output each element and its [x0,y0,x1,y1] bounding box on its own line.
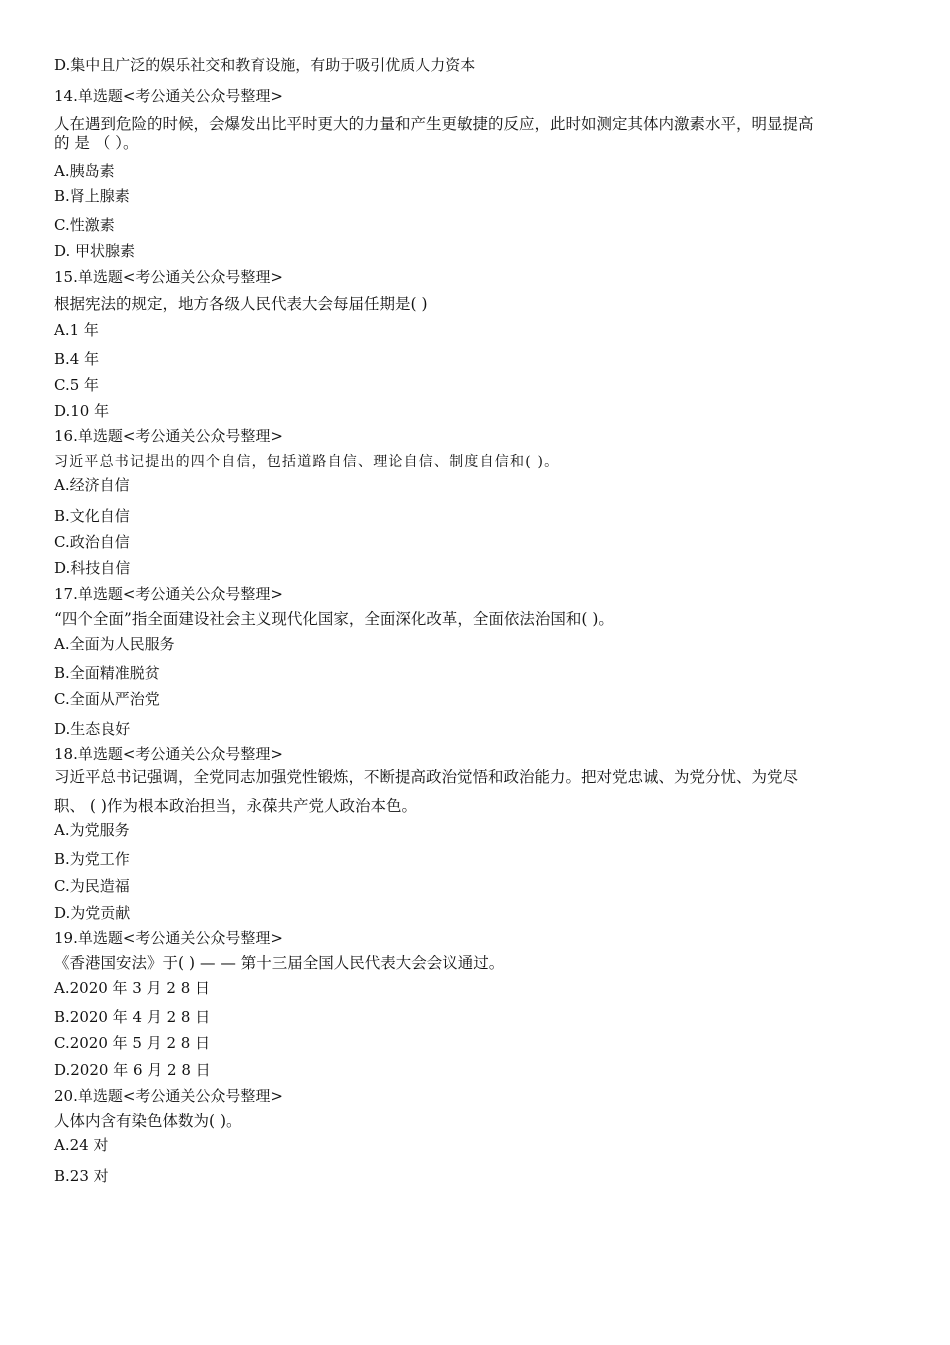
q19-option-d: D.2020 年 6 月 2 8 日 [54,1061,211,1079]
q15-option-a: A.1 年 [54,321,99,339]
q19-option-b: B.2020 年 4 月 2 8 日 [54,1008,211,1026]
q15-stem: 根据宪法的规定，地方各级人民代表大会每届任期是( ) [54,295,428,313]
q19-option-c: C.2020 年 5 月 2 8 日 [54,1034,211,1052]
q16-header: 16.单选题<考公通关公众号整理> [54,427,283,445]
q16-option-a: A.经济自信 [54,476,130,494]
q17-header: 17.单选题<考公通关公众号整理> [54,585,283,603]
q17-option-b: B.全面精准脱贫 [54,664,160,682]
q18-option-d: D.为党贡献 [54,904,131,922]
q18-stem-line1: 习近平总书记强调，全党同志加强党性锻炼，不断提高政治觉悟和政治能力。把对党忠诚、为党分忧、为党尽 [54,768,799,786]
q15-option-c: C.5 年 [54,376,100,394]
q20-option-b: B.23 对 [54,1167,109,1185]
q20-header: 20.单选题<考公通关公众号整理> [54,1087,283,1105]
q18-option-c: C.为民造福 [54,877,130,895]
q17-option-c: C.全面从严治党 [54,690,160,708]
q18-option-b: B.为党工作 [54,850,130,868]
q16-stem: 习近平总书记提出的四个自信，包括道路自信、理论自信、制度自信和( )。 [54,454,560,470]
q13-option-d: D.集中且广泛的娱乐社交和教育设施，有助于吸引优质人力资本 [54,56,476,74]
q19-option-a: A.2020 年 3 月 2 8 日 [54,979,211,997]
q16-option-c: C.政治自信 [54,533,130,551]
q20-stem: 人体内含有染色体数为( )。 [54,1112,242,1130]
q15-option-b: B.4 年 [54,350,100,368]
q16-option-d: D.科技自信 [54,559,131,577]
q17-option-d: D.生态良好 [54,720,131,738]
q17-option-a: A.全面为人民服务 [54,635,175,653]
q14-option-b: B.肾上腺素 [54,187,130,205]
q19-stem: 《香港国安法》于( ) — — 第十三届全国人民代表大会会议通过。 [54,954,505,972]
q15-header: 15.单选题<考公通关公众号整理> [54,268,283,286]
q14-header: 14.单选题<考公通关公众号整理> [54,87,283,105]
q14-option-a: A.胰岛素 [54,162,115,180]
q18-option-a: A.为党服务 [54,821,130,839]
q16-option-b: B.文化自信 [54,507,130,525]
q20-option-a: A.24 对 [54,1136,109,1154]
q19-header: 19.单选题<考公通关公众号整理> [54,929,283,947]
q14-stem-line1: 人在遇到危险的时候，会爆发出比平时更大的力量和产生更敏捷的反应，此时如测定其体内激素水平，明显提高 [54,115,814,133]
q14-stem-line2: 的 是 （ ）。 [54,134,139,152]
q14-option-d: D. 甲状腺素 [54,242,136,260]
q17-stem: “四个全面”指全面建设社会主义现代化国家，全面深化改革，全面依法治国和( )。 [54,610,614,628]
q18-stem-line2: 职、 ( )作为根本政治担当，永葆共产党人政治本色。 [54,797,417,815]
q15-option-d: D.10 年 [54,402,110,420]
q14-option-c: C.性激素 [54,216,115,234]
q18-header: 18.单选题<考公通关公众号整理> [54,745,283,763]
